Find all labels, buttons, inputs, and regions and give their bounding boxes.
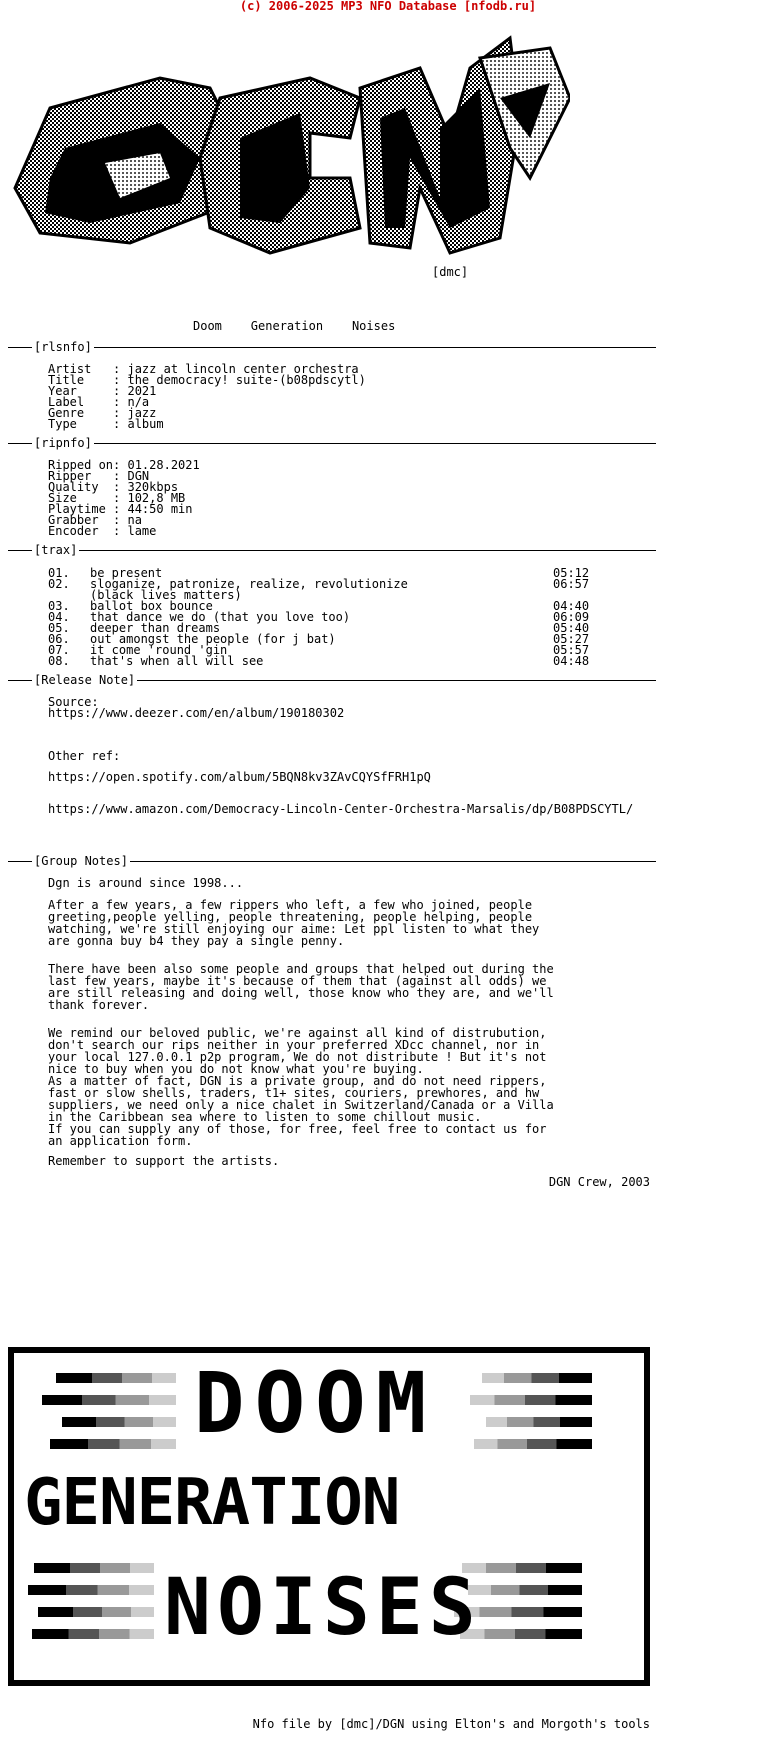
banner-stripe [32, 1629, 154, 1639]
banner-stripe [28, 1585, 154, 1595]
group-notes-label: [Group Notes] [34, 854, 128, 868]
release-note-divider [8, 674, 656, 686]
track-number: 08. [48, 654, 70, 668]
banner-word-doom: DOOM [194, 1354, 437, 1452]
ripnfo-label: [ripnfo] [34, 436, 92, 450]
dgn-banner [8, 1347, 650, 1686]
banner-stripe [486, 1417, 592, 1427]
track-duration: 04:48 [553, 654, 590, 668]
track-title: be present [90, 566, 163, 580]
track-number: 07. [48, 643, 70, 657]
dgn-logo [10, 28, 570, 268]
ripnfo-row: Ripped on: 01.28.2021 [48, 458, 200, 472]
track-duration: 05:27 [553, 632, 590, 646]
rlsnfo-row: Title : the democracy! suite-(b08pdscytl) [48, 373, 366, 387]
source-link[interactable]: https://www.deezer.com/en/album/190180302 [48, 706, 345, 720]
track-title: that dance we do (that you love too) [90, 610, 351, 624]
ripnfo-row: Ripper : DGN [48, 469, 150, 483]
track-duration: 06:09 [553, 610, 590, 624]
track-title: deeper than dreams [90, 621, 221, 635]
ripnfo-row: Playtime : 44:50 min [48, 502, 193, 516]
group-notes-paragraph: There have been also some people and groups that helped out during the last few years, maybe it's because of them that (against all odds) we are still releasing and doing well, those know who they are, and we'll thank forever. [48, 962, 554, 1012]
rlsnfo-row: Label : n/a [48, 395, 150, 409]
ripnfo-row: Encoder : lame [48, 524, 157, 538]
banner-word-generation: GENERATION [24, 1466, 400, 1540]
rlsnfo-divider [8, 341, 656, 353]
ripnfo-divider [8, 437, 656, 449]
rlsnfo-row: Artist : jazz at lincoln center orchestra [48, 362, 359, 376]
track-number: 06. [48, 632, 70, 646]
ripnfo-row: Quality : 320kbps [48, 480, 179, 494]
track-duration: 04:40 [553, 599, 590, 613]
group-notes-paragraph: We remind our beloved public, we're against all kind of distrubution, don't search our rips neither in your preferred XDcc channel, nor in your local 127.0.0.1 p2p program, We do not distribute ! But it's not nice to buy when you do not know what you're buying. As a matter of fact, DGN is a private group, and do not need rippers, fast or slow shells, traders, t1+ sites, couriers, prewhores, and hw suppliers, we need only a nice chalet in Switzerland/Canada or a Villa in the Caribbean sea where to listen to some chillout music. If you can supply any of those, for free, feel free to contact us for an application form. [48, 1026, 554, 1148]
track-number: 04. [48, 610, 70, 624]
banner-stripe [42, 1395, 176, 1405]
footer-credit: Nfo file by [dmc]/DGN using Elton's and Morgoth's tools [252, 1717, 650, 1731]
banner-stripe [482, 1373, 592, 1383]
group-notes-paragraph: Dgn is around since 1998... [48, 876, 244, 890]
track-duration: 06:57 [553, 577, 590, 591]
track-duration: 05:57 [553, 643, 590, 657]
track-duration: 05:40 [553, 621, 590, 635]
banner-stripe [50, 1439, 176, 1449]
logo-signature: [dmc] [432, 265, 469, 279]
track-title: that's when all will see [90, 654, 264, 668]
trax-divider [8, 544, 656, 556]
spotify-link[interactable]: https://open.spotify.com/album/5BQN8kv3ZAvCQYSfFRH1pQ [48, 770, 431, 784]
rlsnfo-label: [rlsnfo] [34, 340, 92, 354]
rlsnfo-row: Genre : jazz [48, 406, 157, 420]
rlsnfo-row: Year : 2021 [48, 384, 157, 398]
ripnfo-row: Size : 102,8 MB [48, 491, 186, 505]
track-title: sloganize, patronize, realize, revolutionize [90, 577, 408, 591]
group-notes-divider [8, 855, 656, 867]
group-notes-paragraph: After a few years, a few rippers who left, a few who joined, people greeting,people yelling, people threatening, people helping, people watching, we're still enjoying our aime: Let ppl listen to what they are gonna buy b4 they pay a single penny. [48, 898, 540, 948]
release-note-label: [Release Note] [34, 673, 136, 687]
other-ref-label: Other ref: [48, 749, 121, 763]
banner-stripe [38, 1607, 154, 1617]
banner-stripe [34, 1563, 154, 1573]
track-title: it come 'round 'gin [90, 643, 228, 657]
banner-stripe [468, 1585, 582, 1595]
group-name: Doom Generation Noises [193, 319, 396, 333]
banner-stripe [474, 1439, 592, 1449]
signoff: DGN Crew, 2003 [548, 1175, 650, 1189]
amazon-link[interactable]: https://www.amazon.com/Democracy-Lincoln-Center-Orchestra-Marsalis/dp/B08PDSCYTL/ [48, 802, 634, 816]
track-number: 02. [48, 577, 70, 591]
track-number: 05. [48, 621, 70, 635]
banner-word-noises: NOISES [164, 1563, 482, 1653]
track-duration: 05:12 [553, 566, 590, 580]
banner-stripe [470, 1395, 592, 1405]
source-label: Source: [48, 695, 99, 709]
group-notes-paragraph: Remember to support the artists. [48, 1154, 280, 1168]
track-number: 03. [48, 599, 70, 613]
track-title: ballot box bounce [90, 599, 213, 613]
track-title-continued: (black lives matters) [90, 588, 242, 602]
banner-stripe [62, 1417, 176, 1427]
banner-stripe [56, 1373, 176, 1383]
copyright-header: (c) 2006-2025 MP3 NFO Database [nfodb.ru] [239, 0, 537, 13]
rlsnfo-row: Type : album [48, 417, 164, 431]
track-title: out amongst the people (for j bat) [90, 632, 336, 646]
ripnfo-row: Grabber : na [48, 513, 142, 527]
trax-label: [trax] [34, 543, 78, 557]
track-number: 01. [48, 566, 70, 580]
